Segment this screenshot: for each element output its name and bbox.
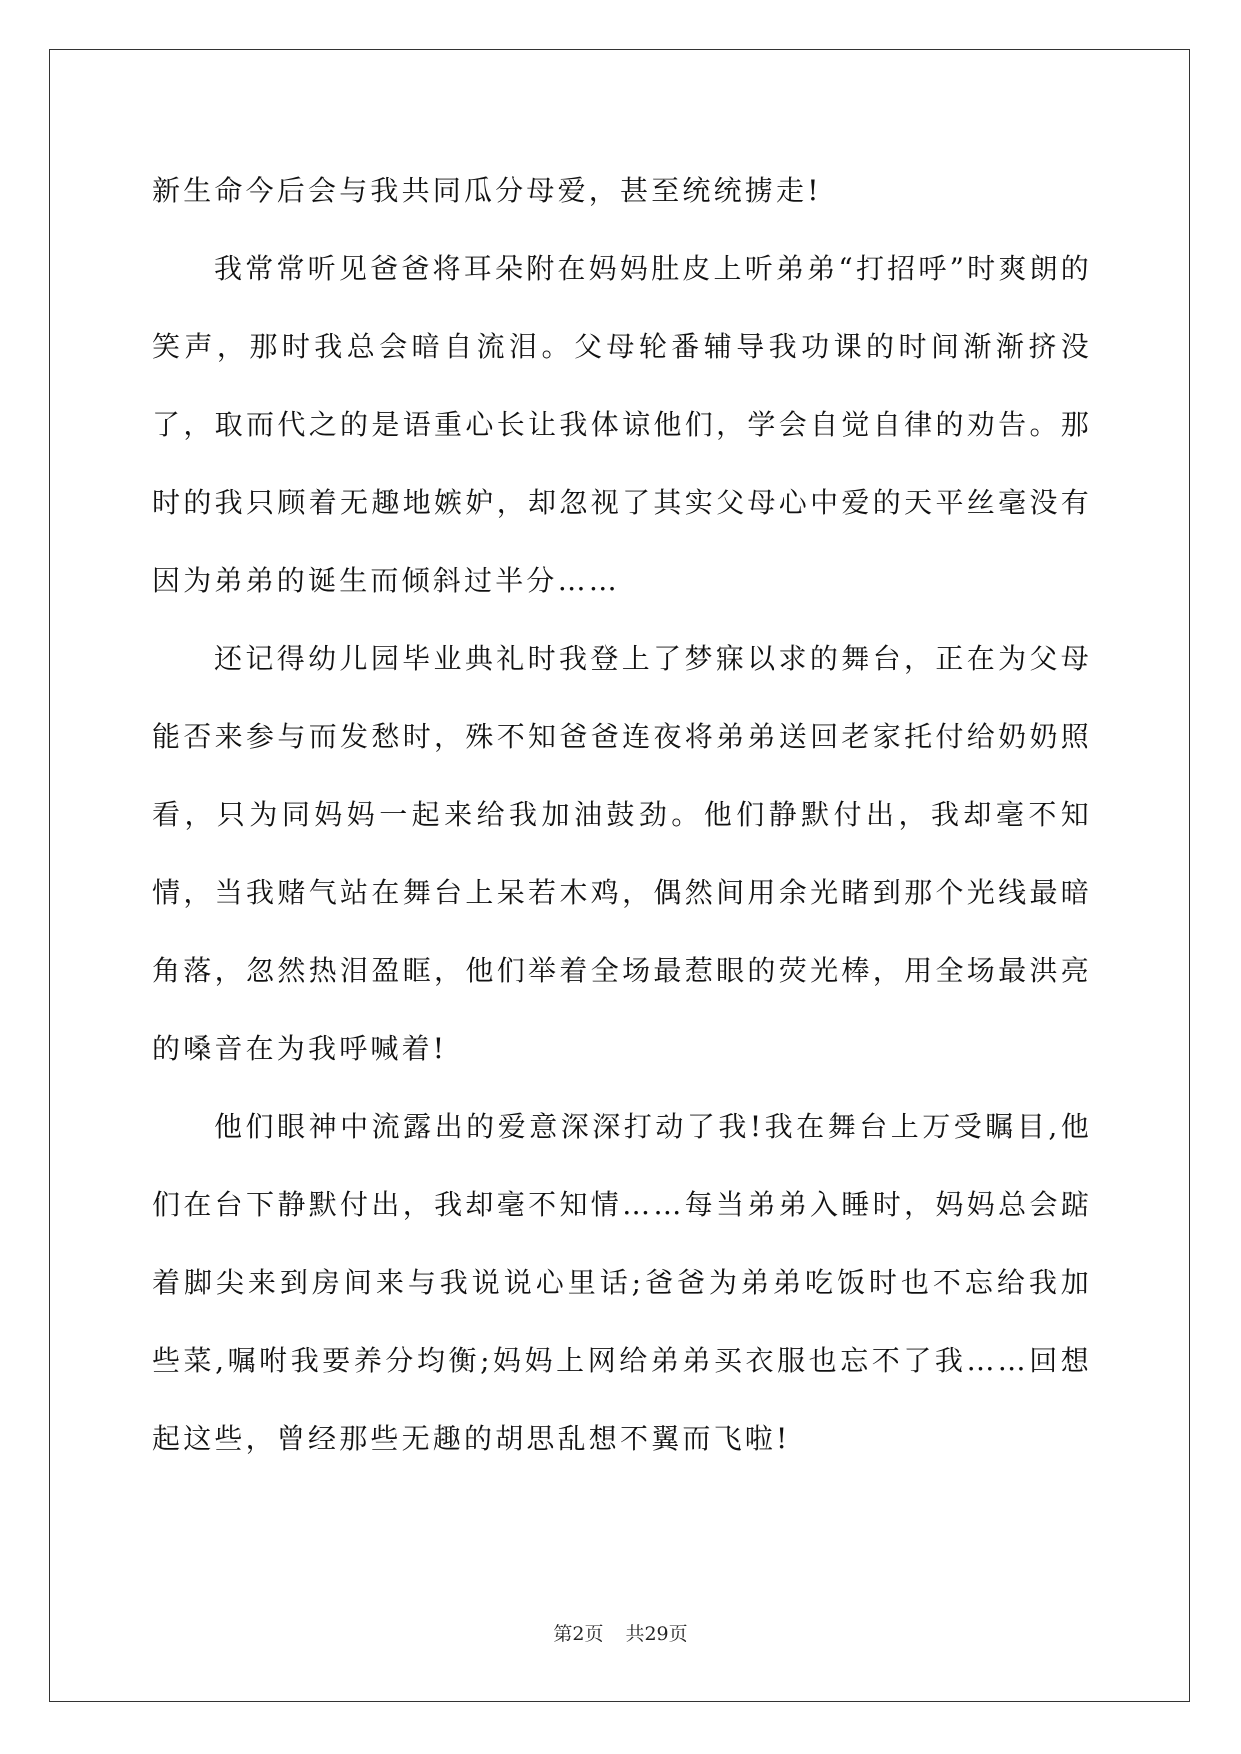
document-body — [152, 152, 1092, 1478]
paragraph-3: 还记得幼儿园毕业典礼时我登上了梦寐以求的舞台，正在为父母能否来参与而发愁时，殊不知爸爸连夜将弟弟送回老家托付给奶奶照看，只为同妈妈一起来给我加油鼓劲。他们静默付出，我却毫不知情，当我赌气站在舞台上呆若木鸡，偶然间用余光睹到那个光线最暗角落，忽然热泪盈眶，他们举着全场最惹眼的荧光棒，用全场最洪亮的嗓音在为我呼喊着! — [152, 642, 1092, 1065]
paragraph-2: 我常常听见爸爸将耳朵附在妈妈肚皮上听弟弟“打招呼”时爽朗的笑声，那时我总会暗自流泪。父母轮番辅导我功课的时间渐渐挤没了，取而代之的是语重心长让我体谅他们，学会自觉自律的劝告。那时的我只顾着无趣地嫉妒，却忽视了其实父母心中爱的天平丝毫没有因为弟弟的诞生而倾斜过半分…… — [152, 252, 1092, 597]
page-footer — [0, 1619, 1241, 1646]
page-number: 第2页 — [553, 1623, 604, 1645]
paragraph-1: 新生命今后会与我共同瓜分母爱，甚至统统掳走! — [152, 174, 822, 207]
paragraph-4: 他们眼神中流露出的爱意深深打动了我!我在舞台上万受瞩目,他们在台下静默付出，我却毫不知情……每当弟弟入睡时，妈妈总会踮着脚尖来到房间来与我说说心里话;爸爸为弟弟吃饭时也不忘给我加些菜,嘱咐我要养分均衡;妈妈上网给弟弟买衣服也忘不了我……回想起这些，曾经那些无趣的胡思乱想不翼而飞啦! — [152, 1110, 1092, 1455]
page-total: 共29页 — [625, 1623, 688, 1645]
